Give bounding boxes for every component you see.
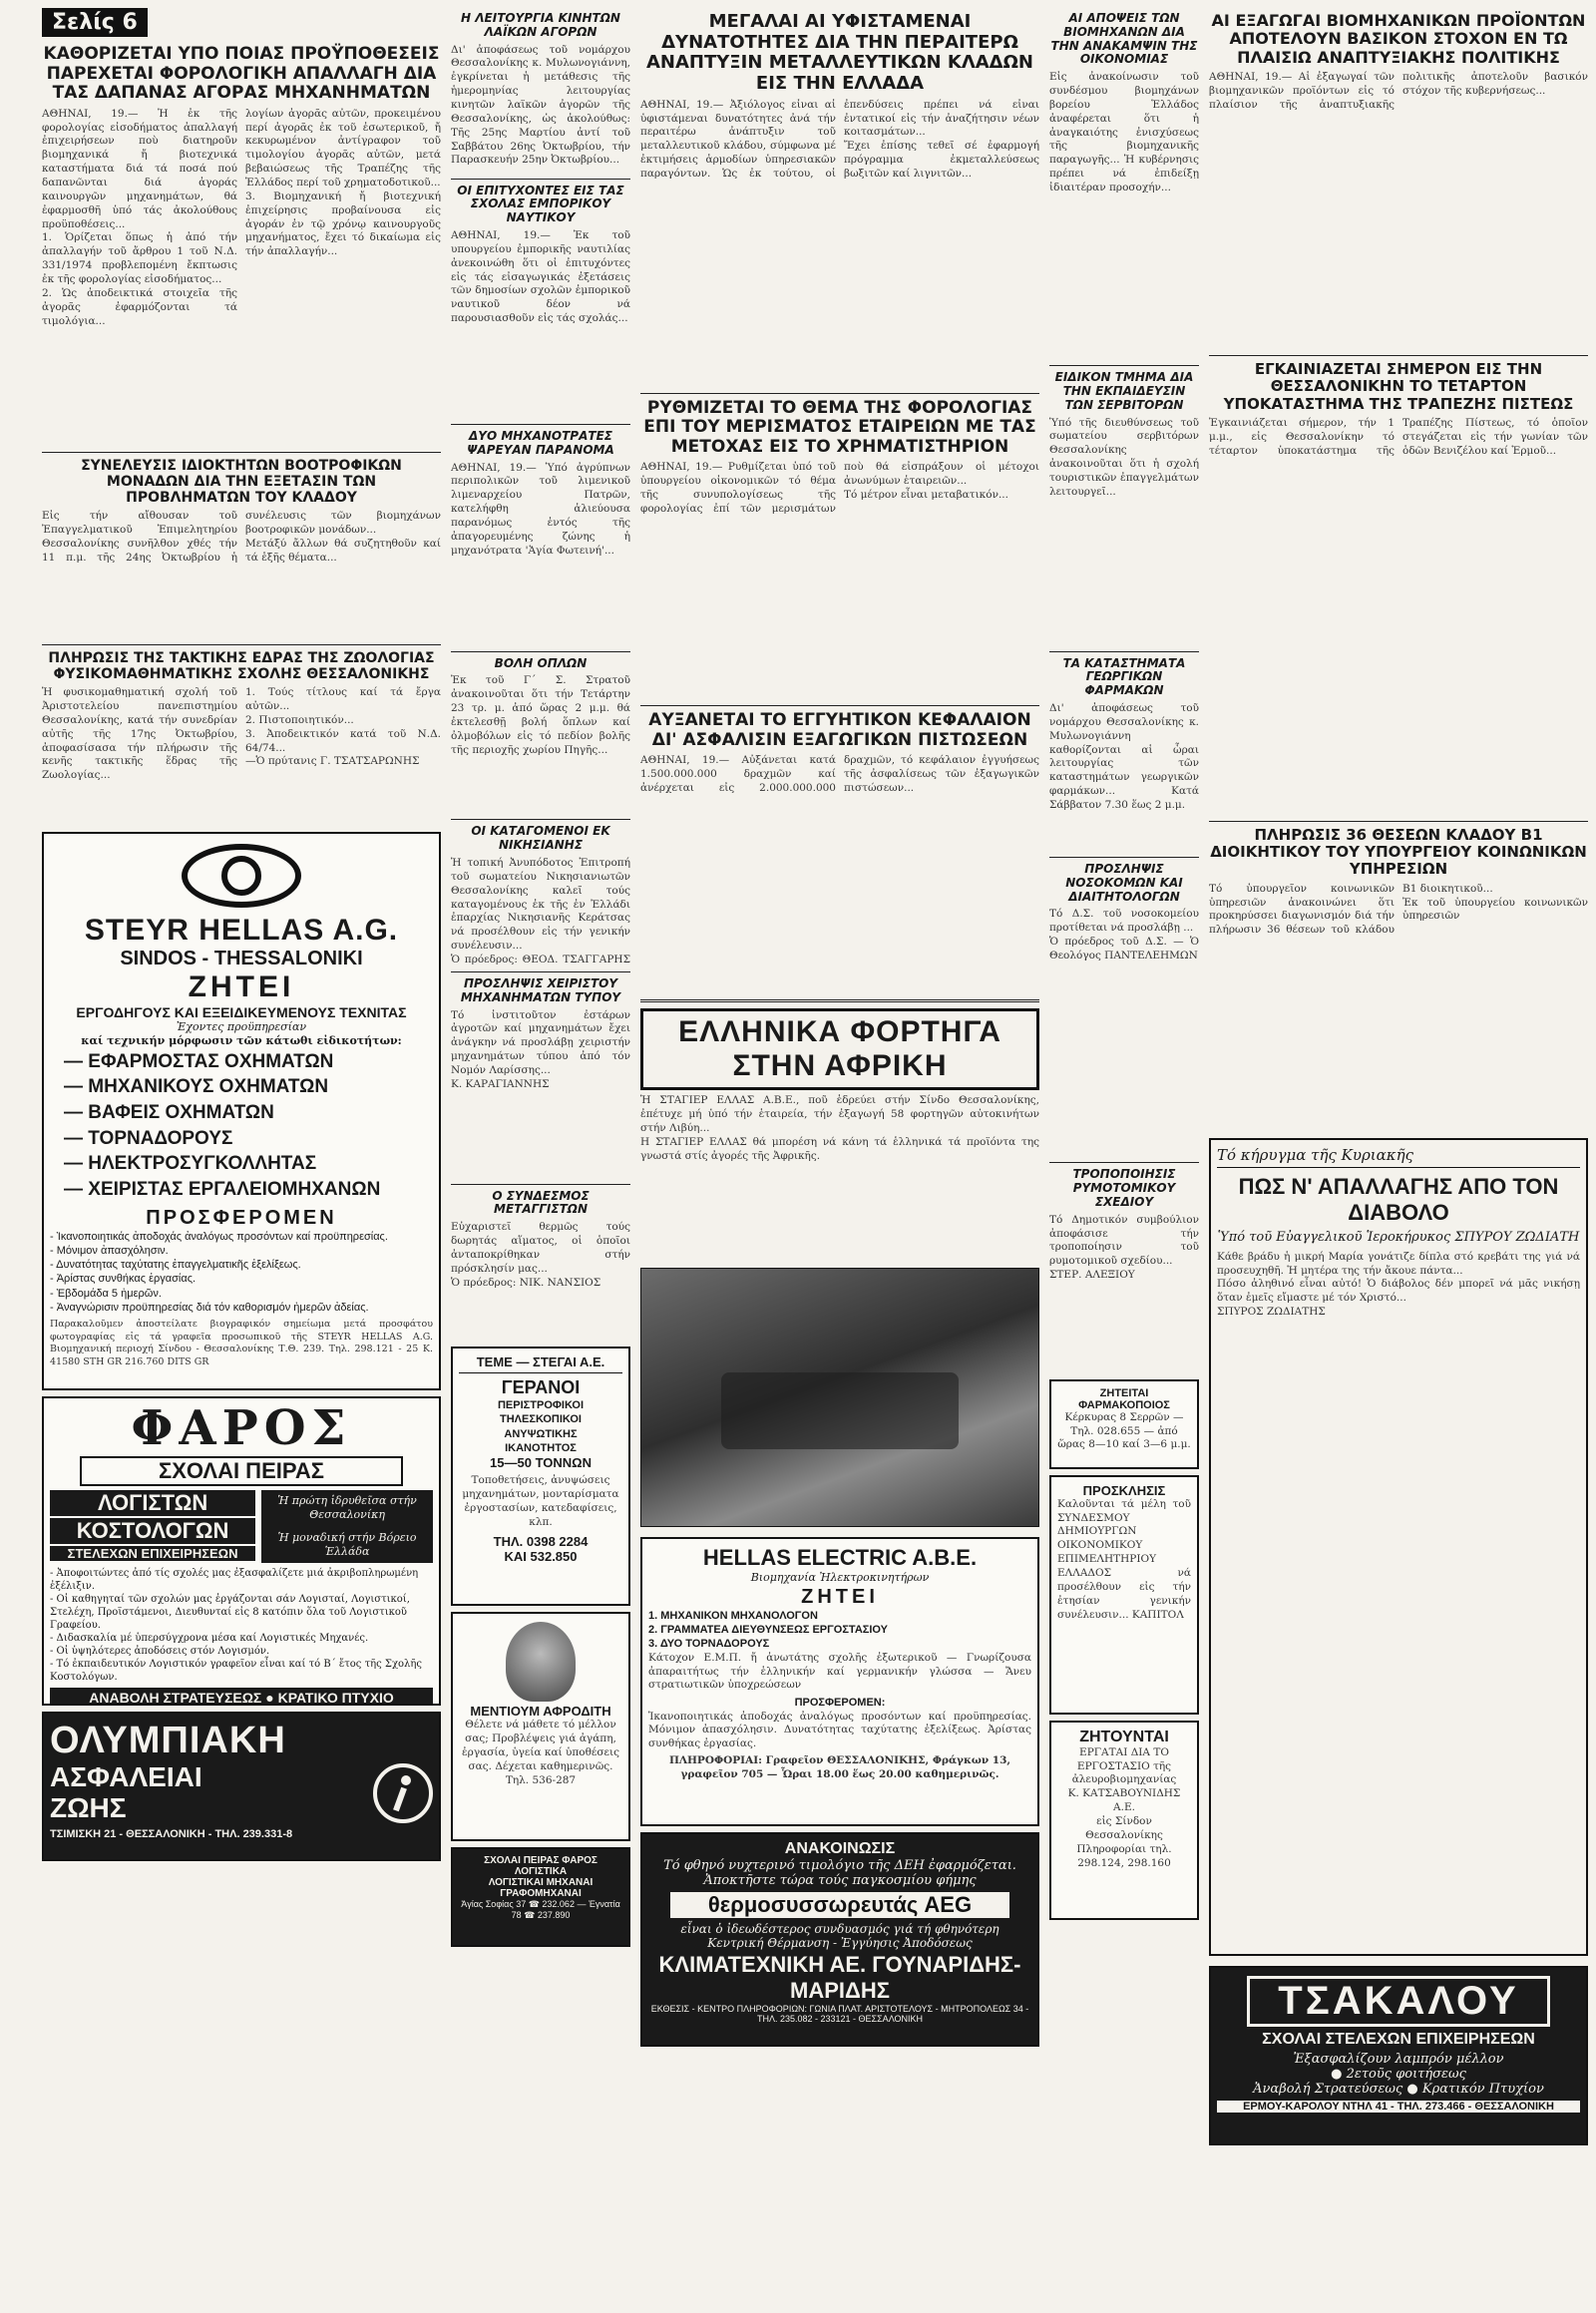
ad-teme-cranes	[451, 1347, 630, 1606]
article-nurses: Τό Δ.Σ. τοῦ νοσοκομείου προτίθεται νά προσλάβῃ ... Ὁ πρόεδρος τοῦ Δ.Σ. — Ὁ Θεολόγος ΠΑΝΤΕΛΕΗΜΩΝ	[1049, 908, 1199, 962]
ad-olympiaki-insurance	[42, 1712, 441, 1861]
teme-phone: ΤΗΛ. 0398 2284	[493, 1533, 589, 1549]
prosklisis-title: ΠΡΟΣΚΛΗΣΙΣ	[1082, 1482, 1166, 1498]
aphrodite-portrait	[506, 1622, 576, 1702]
headline-nikisiani: ΟΙ ΚΑΤΑΓΟΜΕΝΟΙ ΕΚ ΝΙΚΗΣΙΑΝΗΣ	[471, 824, 610, 853]
tsakalou-sub: ΣΧΟΛΑΙ ΣΤΕΛΕΧΩΝ ΕΠΙΧΕΙΡΗΣΕΩΝ	[1262, 2030, 1535, 2048]
hellas-electric-offers: Ἱκανοποιητικάς ἀποδοχάς ἀναλόγως προσόντων καί προϋπηρεσίας. Μόνιμον ἀπασχόλησιν. Δυνατότητας ταχύτατης ἐξελίξεως. Ἀρίστας συνθήκας ἐργασίας.	[648, 1710, 1035, 1750]
steyr-role: — ΗΛΕΚΤΡΟΣΥΓΚΟΛΛΗΤΑΣ	[64, 1153, 317, 1175]
aphrodite-title: ΜΕΝΤΙΟΥΜ ΑΦΡΟΔΙΤΗ	[470, 1704, 611, 1720]
faros-bullet: - Διδασκαλία μέ ὑπερσύγχρονα μέσα καί Λογιστικές Μηχανές.	[50, 1633, 369, 1645]
article-operator-hiring: Τό ἰνστιτοῦτον ἐστάρων ἀγροτῶν καί μηχανημάτων ἔχει ἀνάγκην νά προσλάβῃ χειριστήν μηχανημάτων τύπου ἀπό τόν Νομόν Λαρίσσης... Κ. ΚΑΡΑΓΙΑΝΝΗΣ	[451, 1008, 630, 1090]
sermon-kicker: Τό κήρυγμα τῆς Κυριακῆς	[1217, 1146, 1580, 1168]
steyr-req1: Ἐχοντες προϋπηρεσίαν	[176, 1020, 307, 1034]
ad-tsakalou	[1209, 1966, 1588, 2145]
pharm-title: ΖΗΤΕΙΤΑΙ ΦΑΡΜΑΚΟΠΟΙΟΣ	[1078, 1386, 1170, 1411]
faros-small-line: ΓΡΑΦΟΜΗΧΑΝΑΙ	[500, 1888, 582, 1900]
ad-prosklisis	[1049, 1475, 1199, 1715]
article-trucks-africa: Ἡ ΣΤΑΓΙΕΡ ΕΛΛΑΣ Α.Β.Ε., ποῦ ἑδρεύει στήν Σίνδο Θεσσαλονίκης, ἐπέτυχε μή ὑπό τήν ἑταιρεία, τήν ἐξαγωγή 58 φορτηγῶν αὐτοκινήτων στήν Λιβύη... Η ΣΤΑΓΙΕΡ ΕΛΛΑΣ θά μπορέση νά κάνη τά ἑλληνικά τά προϊόντα της γνωστά στίς ἀγορές τῆς Ἀφρικῆς.	[640, 1094, 1039, 1162]
faros-bullet: - Οἱ καθηγηταί τῶν σχολών μας ἐργάζονται σάν Λογισταί, Λογιστικοί, Στελέχη, Προϊστάμενοι, Διευθυνταί εἰς 8 κατόπιν ὅλα τοῦ Λογιστικοῦ Γραφείου.	[50, 1594, 410, 1632]
steyr-req2: καί τεχνικήν μόρφωσιν τῶν κάτωθι εἰδικοτήτων:	[81, 1034, 402, 1048]
headline-zoning: ΤΡΟΠΟΠΟΙΗΣΙΣ ΡΥΜΟΤΟΜΙΚΟΥ ΣΧΕΔΙΟΥ	[1072, 1167, 1176, 1209]
article-firing-range: Ἐκ τοῦ Γ΄ Σ. Στρατοῦ ἀνακοινοῦται ὅτι τήν Τετάρτην 23 τρ. μ. ἀπό ὥρας 2 μ.μ. θά ἐκτελεσθῇ βολή ὅπλων καί ὀλμοβόλων εἰς τό πεδίον βολῆς τῆς περιοχῆς χωρίου Πηγῆς...	[451, 674, 630, 756]
olympiaki-sub2: ΖΩΗΣ	[50, 1791, 127, 1823]
sermon-body: Κάθε βράδυ ἡ μικρή Μαρία γονάτιζε δίπλα στό κρεβάτι της γιά νά προσευχηθῆ. Ἡ μητέρα της τήν ἄκουε πάντα... Πόσο ἀληθινό εἶναι αὐτό! Ὁ διάβολος δέν μπορεῖ νά μᾶς νικήσῃ ὅταν ἐμεῖς εἴμαστε μέ τόν Χριστό... ΣΠΥΡΟΣ ΖΩΔΙΑΤΗΣ	[1217, 1250, 1580, 1319]
aeg-line: Τό φθηνό νυχτερινό τιμολόγιο τῆς ΔΕΗ ἐφαρμόζεται.	[663, 1858, 1016, 1874]
faros-courses	[50, 1490, 255, 1563]
steyr-offer: - Ἱκανοποιητικάς ἀποδοχάς ἀναλόγως προσόντων καί προϋπηρεσίας.	[50, 1230, 388, 1243]
steyr-offer: - Ἑβδομάδα 5 ἡμερῶν.	[50, 1287, 162, 1300]
ad-aeg-klimatechniki	[640, 1832, 1039, 2047]
teme-phone: ΚΑΙ 532.850	[504, 1548, 578, 1564]
article-exports: ΑΘΗΝΑΙ, 19.— Αἱ ἐξαγωγαί τῶν βιομηχανικῶν προϊόντων εἰς τό πλαίσιον τῆς ἀναπτυξιακῆς πολιτικῆς ἀποτελοῦν βασικόν στόχον τῆς κυβερνήσεως...	[1209, 71, 1588, 111]
ad-workers-wanted	[1049, 1721, 1199, 1920]
faros-bullet: - Οἱ ὑψηλότερες ἀποδόσεις στόν Λογισμόν.	[50, 1646, 270, 1658]
headline-mining: ΜΕΓΑΛΑΙ ΑΙ ΥΦΙΣΤΑΜΕΝΑΙ ΔΥΝΑΤΟΤΗΤΕΣ ΔΙΑ ΤΗΝ ΠΕΡΑΙΤΕΡΩ ΑΝΑΠΤΥΞΙΝ ΜΕΤΑΛΛΕΥΤΙΚΩΝ ΚΛΑΔΩΝ ΕΙΣ ΤΗΝ ΕΛΛΑΔΑ	[646, 11, 1033, 95]
faros-bullet: - Τό ἐκπαιδευτικόν Λογιστικόν γραφεῖον εἶναι καί τό Β΄ ἔτος τῆς Σχολῆς Κοστολόγων.	[50, 1659, 422, 1684]
tsakalou-line: Ἀναβολή Στρατεύσεως ● Κρατικόν Πτυχίον	[1253, 2081, 1544, 2097]
aeg-line: εἶναι ὁ ἰδεωδέστερος συνδυασμός γιά τή φθηνότερη	[680, 1922, 999, 1937]
headline-export-credit: ΑΥΞΑΝΕΤΑΙ ΤΟ ΕΓΓΥΗΤΙΚΟΝ ΚΕΦΑΛΑΙΟΝ ΔΙ' ΑΣΦΑΛΙΣΙΝ ΕΞΑΓΩΓΙΚΩΝ ΠΙΣΤΩΣΕΩΝ	[648, 710, 1031, 750]
ad-faros-small	[451, 1847, 630, 1947]
page-masthead: Σελίς 6	[42, 8, 148, 37]
steyr-location: SINDOS - THESSALONIKI	[120, 948, 363, 970]
faros-claims	[261, 1490, 433, 1563]
teme-line: ΠΕΡΙΣΤΡΟΦΙΚΟΙ	[497, 1399, 585, 1412]
aeg-line: Κεντρική Θέρμανση - Ἐγγύησις Ἀποδόσεως	[707, 1936, 973, 1951]
article-industrialists: Εἰς ἀνακοίνωσιν τοῦ συνδέσμου βιομηχάνων βορείου Ἑλλάδος ἀναφέρεται ὅτι ἡ ἀναγκαιότης ἐνισχύσεως τῆς βιομηχανικῆς παραγωγῆς... Ἡ κυβέρνησις πρέπει νά ἐπιδείξῃ ἰδιαιτέραν προσοχήν...	[1049, 71, 1199, 194]
headline-illegal-fishing: ΔΥΟ ΜΗΧΑΝΟΤΡΑΤΕΣ ΨΑΡΕΥΑΝ ΠΑΡΑΝΟΜΑ	[467, 428, 614, 457]
faros-claim: Ἡ μοναδική στήν Βόρειο Ἑλλάδα	[277, 1530, 417, 1558]
hellas-electric-sub: Βιομηχανία Ἠλεκτροκινητήρων	[750, 1571, 930, 1585]
faros-course: ΣΤΕΛΕΧΩΝ ΕΠΙΧΕΙΡΗΣΕΩΝ	[50, 1546, 255, 1561]
teme-line: 15—50 ΤΟΝΝΩΝ	[490, 1455, 592, 1471]
teme-title: ΤΕΜΕ — ΣΤΕΓΑΙ Α.Ε.	[459, 1354, 622, 1373]
zitountai-body: ΕΡΓΑΤΑΙ ΔΙΑ ΤΟ ΕΡΓΟΣΤΑΣΙΟ τῆς ἀλευροβιομηχανίας Κ. ΚΑΤΣΑΒΟΥΝΙΔΗΣ Α.Ε. εἰς Σίνδον Θεσσαλονίκης Πληροφορίαι τηλ. 298.124, 298.160	[1067, 1745, 1181, 1869]
steyr-company-name: STEYR HELLAS A.G.	[84, 914, 399, 948]
article-tax-exemption-b: λογίων ἀγορᾶς αὐτῶν, προκειμένου περί ἀγορᾶς ἐκ τοῦ ἐσωτερικοῦ, ἤ κεκυρωμένον ἀντίγραφον τοῦ τιμολογίου ἀγορᾶς αὐτῶν, μετά βεβαιώσεως τῆς Τραπέζης τῆς Ἑλλάδος περί τοῦ χρηματοδοτικοῦ... 3. Βιομηχανική ἤ βιοτεχνική ἐπιχείρησις προβαίνουσα εἰς ἀγοράν ἐν τῷ χρόνῳ καινουργοῦς μηχανήματος, ἔχει τό δικαίωμα εἰς τήν ἀπαλλαγήν...	[245, 107, 441, 258]
faros-name: ΦΑΡΟΣ	[131, 1400, 352, 1457]
article-livestock-meeting: Εἰς τήν αἴθουσαν τοῦ Ἐπαγγελματικοῦ Ἐπιμελητηρίου Θεσσαλονίκης συνῆλθον χθές τήν 11 π.μ. τῆς 24ης Ὀκτωβρίου ἡ συνέλευσις τῶν βιομηχάνων βοοτροφικῶν μονάδων... Μετάξύ ἄλλων θά συζητηθοῦν καί τά ἑξῆς θέματα...	[42, 509, 441, 564]
headline-nurses: ΠΡΟΣΛΗΨΙΣ ΝΟΣΟΚΟΜΩΝ ΚΑΙ ΔΙΑΙΤΗΤΟΛΟΓΩΝ	[1065, 861, 1183, 904]
prosklisis-body: Καλοῦνται τά μέλη τοῦ ΣΥΝΔΕΣΜΟΥ ΔΗΜΙΟΥΡΓΩΝ ΟΙΚΟΝΟΜΙΚΟΥ ΕΠΙΜΕΛΗΤΗΡΙΟΥ ΕΛΛΑΔΟΣ νά προσέλθουν εἰς τήν ἐτησίαν γενικήν συνέλευσιν... ΚΑΠΙΤΟΛ	[1057, 1497, 1195, 1621]
steyr-offer: - Ἀρίστας συνθήκας ἐργασίας.	[50, 1273, 197, 1286]
headline-dividend-tax: ΡΥΘΜΙΖΕΤΑΙ ΤΟ ΘΕΜΑ ΤΗΣ ΦΟΡΟΛΟΓΙΑΣ ΕΠΙ ΤΟΥ ΜΕΡΙΣΜΑΤΟΣ ΕΤΑΙΡΕΙΩΝ ΜΕ ΤΑΣ ΜΕΤΟΧΑΣ ΕΙΣ ΤΟ ΧΡΗΜΑΤΙΣΤΗΡΙΟΝ	[643, 397, 1036, 457]
sermon-box	[1209, 1138, 1588, 1956]
steyr-role: — ΤΟΡΝΑΔΟΡΟΥΣ	[64, 1127, 233, 1149]
faros-course: ΛΟΓΙΣΤΩΝ	[50, 1490, 255, 1516]
steyr-role: — ΕΦΑΡΜΟΣΤΑΣ ΟΧΗΜΑΤΩΝ	[64, 1050, 334, 1072]
faros-claim: Ἡ πρώτη ἱδρυθεῖσα στήν Θεσσαλονίκη	[277, 1494, 417, 1522]
aphrodite-body: Θέλετε νά μάθετε τό μέλλον σας; Προβλέψεις γιά ἀγάπη, ἐργασία, ὑγεία καί ὑποθέσεις σας. Δέχεται καθημερινῶς. Τηλ. 536-287	[462, 1719, 619, 1786]
faros-sub: ΣΧΟΛΑΙ ΠΕΙΡΑΣ	[80, 1456, 403, 1486]
headline-agro-pharmacies: ΤΑ ΚΑΤΑΣΤΗΜΑΤΑ ΓΕΩΡΓΙΚΩΝ ΦΑΡΜΑΚΩΝ	[1062, 655, 1186, 698]
faros-small-address: Ἁγίας Σοφίας 37 ☎ 232.062 — Ἐγνατία 78 ☎ 237.890	[461, 1899, 620, 1921]
faros-bar-right: ΚΡΑΤΙΚΟ ΠΤΥΧΙΟ	[277, 1690, 394, 1707]
faros-bar: ΑΝΑΒΟΛΗ ΣΤΡΑΤΕΥΣΕΩΣ ● ΚΡΑΤΙΚΟ ΠΤΥΧΙΟ	[50, 1688, 433, 1706]
column-1	[42, 8, 441, 2302]
steyr-footer: Παρακαλοῦμεν ἀποστείλατε βιογραφικόν σημείωμα μετά προσφάτου φωτογραφίας εἰς τά γραφεῖα προσωπικοῦ τῆς STEYR HELLAS A.G. Βιομηχανική περιοχή Σίνδου - Θεσσαλονίκης Τ.Θ. 239. Τηλ. 298.121 - 25 Κ. 41580 STH GR 216.760 DITS GR	[50, 1319, 437, 1367]
article-dividend-tax: ΑΘΗΝΑΙ, 19.— Ρυθμίζεται ὑπό τοῦ ὑπουργείου οἰκονομικῶν τό θέμα τῆς συνυπολογίσεως τῆς φορολογίας ἐπί τῶν μερισμάτων ποὺ θά εἰσπράξουν οἱ μέτοχοι ἀνωνύμων ἑταιρειῶν... Τό μέτρον εἶναι μεταβατικόν...	[640, 461, 1039, 515]
hellas-electric-notes: Κάτοχον Ε.Μ.Π. ἤ ἀνωτάτης σχολῆς ἐξωτερικοῦ — Γνωρίζουσα ἀπαραιτήτως τήν ἑλληνικήν καί γερμανικήν γλώσσα — Ἄνευ στρατιωτικῶν ὑποχρεώσεων	[648, 1651, 1035, 1692]
article-tax-exemption-a: ΑΘΗΝΑΙ, 19.— Ἡ ἐκ τῆς φορολογίας εἰσοδήματος ἀπαλλαγή ἐπιχειρήσεων ποὺ διατηροῦν βιομηχανικά ἤ βιοτεχνικά καταστήματα διά τά ποσά πού δαπανῶνται διά ἀγοράς καινουργῶν μηχανημάτων, θά ἐφαρμοσθῆ ὑπό τάς ἀκολούθους προϋποθέσεις... 1. Ὁρίζεται ὅπως ἡ ἀπό τήν ἀπαλλαγήν τοῦ ἄρθρου 1 τοῦ Ν.Δ. 331/1974 προβλεπομένη ἔκπτωσις ἐκ τῆς φορολογίας εἰσοδήματος... 2. Ὡς ἀποδεικτικά στοιχεῖα τῆς ἀγορᾶς ἐφαρμόζονται τά τιμολόγια...	[42, 107, 237, 327]
olympiaki-name: ΟΛΥΜΠΙΑΚΗ	[50, 1720, 286, 1762]
tsakalou-name: ΤΣΑΚΑΛΟΥ	[1247, 1976, 1550, 2027]
column-5	[1209, 8, 1588, 2302]
steyr-role: — ΧΕΙΡΙΣΤΑΣ ΕΡΓΑΛΕΙΟΜΗΧΑΝΩΝ	[64, 1178, 381, 1200]
article-zoning: Τό Δημοτικόν συμβούλιον ἀποφάσισε τήν τροποποίησιν τοῦ ρυμοτομικοῦ σχεδίου... ΣΤΕΡ. ΑΛΕΞΙΟΥ	[1049, 1213, 1199, 1282]
hellas-electric-item: 2. ΓΡΑΜΜΑΤΕΑ ΔΙΕΥΘΥΝΣΕΩΣ ΕΡΓΟΣΤΑΣΙΟΥ	[648, 1624, 889, 1637]
article-merchant-marine: ΑΘΗΝΑΙ, 19.— Ἐκ τοῦ υπουργείου ἐμπορικῆς ναυτιλίας ἀνεκοινώθη ὅτι οἱ ἐπιτυχόντες εἰς τάς εἰσαγωγικάς ἐξετάσεις τῶν δημοσίων σχολῶν ἐμπορικοῦ ναυτικοῦ δέον νά παρουσιασθοῦν εἰς τάς σχολάς...	[451, 228, 630, 325]
steyr-offer: - Ἀναγνώρισιν προϋπηρεσίας διά τόν καθορισμόν ἡμερῶν ἀδείας.	[50, 1302, 369, 1315]
steyr-offer-title: ΠΡΟΣΦΕΡΟΜΕΝ	[146, 1206, 337, 1229]
steyr-offer: - Μόνιμον ἀπασχόλησιν.	[50, 1244, 169, 1257]
faros-course: ΚΟΣΤΟΛΟΓΩΝ	[50, 1518, 255, 1544]
headline-waiters: ΕΙΔΙΚΟΝ ΤΜΗΜΑ ΔΙΑ ΤΗΝ ΕΚΠΑΙΔΕΥΣΙΝ ΤΩΝ ΣΕΡΒΙΤΟΡΩΝ	[1054, 370, 1194, 412]
column-2	[451, 8, 630, 2302]
headline-transfusion: Ο ΣΥΝΔΕΣΜΟΣ ΜΕΤΑΓΓΙΣΤΩΝ	[492, 1188, 590, 1217]
column-4	[1049, 8, 1199, 2302]
ad-hellas-electric	[640, 1537, 1039, 1826]
article-36-posts: Τό ὑπουργεῖον κοινωνικῶν ὑπηρεσιῶν ἀνακοινώνει ὅτι προκηρύσσει διαγωνισμόν διά τήν πλήρωσιν 36 θέσεων τοῦ κλάδου Β1 διοικητικοῦ... Ἐκ τοῦ ὑπουργείου κοινωνικῶν ὑπηρεσιῶν	[1209, 882, 1588, 937]
headline-firing-range: ΒΟΛΗ ΟΠΛΩΝ	[494, 655, 588, 670]
teme-line: ΑΝΥΨΩΤΙΚΗΣ	[504, 1427, 578, 1440]
hellas-electric-title: HELLAS ELECTRIC A.B.E.	[702, 1545, 978, 1571]
headline-zoology-chair: ΠΛΗΡΩΣΙΣ ΤΗΣ ΤΑΚΤΙΚΗΣ ΕΔΡΑΣ ΤΗΣ ΖΩΟΛΟΓΙΑΣ ΦΥΣΙΚΟΜΑΘΗΜΑΤΙΚΗΣ ΣΧΟΛΗΣ ΘΕΣΣΑΛΟΝΙΚΗΣ	[48, 649, 435, 683]
olympiaki-address: ΤΣΙΜΙΣΚΗ 21 - ΘΕΣΣΑΛΟΝΙΚΗ - ΤΗΛ. 239.331-8	[50, 1827, 293, 1840]
hellas-electric-item: 1. ΜΗΧΑΝΙΚΟΝ ΜΗΧΑΝΟΛΟΓΟΝ	[648, 1609, 818, 1622]
aeg-line: Ἀποκτῆστε τώρα τούς παγκοσμίου φήμης	[703, 1873, 977, 1889]
article-mining: ΑΘΗΝΑΙ, 19.— Ἀξιόλογος εἶναι αἱ ὑφιστάμεναι δυνατότητες ἀνά τήν περαιτέρω ἀνάπτυξιν τοῦ μεταλλευτικοῦ κλάδου, σύμφωνα μέ ἐκτιμήσεις ἁρμοδίων ὑπηρεσιακῶν παραγόντων. Ὡς ἐκ τούτου, οἱ ἐπενδύσεις πρέπει νά εἶναι ἐντατικοί εἰς τήν ἀναζήτησιν νέων κοιτασμάτων... Ἔχει ἐπίσης τεθεῖ σέ ἐφαρμογή πρόγραμμα ἐκμεταλλεύσεως βωξιτῶν καί λιγνιτῶν...	[640, 98, 1039, 181]
article-illegal-fishing: ΑΘΗΝΑΙ, 19.— Ὑπό ἀγρύπνων περιπολικῶν τοῦ λιμενικοῦ λιμεναρχείου Πατρῶν, κατελήφθη ἁλιεύουσα παρανόμως ἐντός τῆς ἀπαγορευμένης ζώνης ἡ μηχανότρατα 'Ἁγία Φωτεινή'...	[451, 461, 630, 557]
teme-body: Τοποθετήσεις, ἀνυψώσεις μηχανημάτων, μονταρίσματα ἐργοστασίων, κατεδαφίσεις, κλπ.	[462, 1474, 622, 1528]
faros-small-line: ΛΟΓΙΣΤΙΚΑΙ ΜΗΧΑΝΑΙ	[488, 1877, 594, 1889]
faros-bullet: - Ἀποφοιτώντες ἀπό τίς σχολές μας ἐξασφαλίζετε μιά ἀκριβοπληρωμένη ἐξέλιξιν.	[50, 1568, 419, 1593]
pharm-body: Κέρκυρας 8 Σερρῶν — Τηλ. 028.655 — ἀπό ὥρας 8—10 καί 3—6 μ.μ.	[1057, 1410, 1191, 1451]
ad-medium-aphrodite	[451, 1612, 630, 1841]
headline-merchant-marine: ΟΙ ΕΠΙΤΥΧΟΝΤΕΣ ΕΙΣ ΤΑΣ ΣΧΟΛΑΣ ΕΜΠΟΡΙΚΟΥ ΝΑΥΤΙΚΟΥ	[457, 183, 624, 225]
headline-bank-branch: ΕΓΚΑΙΝΙΑΖΕΤΑΙ ΣΗΜΕΡΟΝ ΕΙΣ ΤΗΝ ΘΕΣΣΑΛΟΝΙΚΗΝ ΤΟ ΤΕΤΑΡΤΟΝ ΥΠΟΚΑΤΑΣΤΗΜΑ ΤΗΣ ΤΡΑΠΕΖΗΣ ΠΙΣΤΕΩΣ	[1223, 360, 1574, 413]
article-agro-pharmacies: Δι' ἀποφάσεως τοῦ νομάρχου Θεσσαλονίκης κ. Μυλωνογιάννη καθορίζονται αἱ ὧραι λειτουργίας τῶν καταστημάτων γεωργικῶν φαρμάκων... Κατά Σάββατον 7.30 ἕως 2 μ.μ.	[1049, 701, 1199, 811]
steyr-logo	[182, 844, 301, 908]
headline-36-posts: ΠΛΗΡΩΣΙΣ 36 ΘΕΣΕΩΝ ΚΛΑΔΟΥ Β1 ΔΙΟΙΚΗΤΙΚΟΥ ΤΟΥ ΥΠΟΥΡΓΕΙΟΥ ΚΟΙΝΩΝΙΚΩΝ ΥΠΗΡΕΣΙΩΝ	[1210, 825, 1587, 879]
aeg-address: ΕΚΘΕΣΙΣ - ΚΕΝΤΡΟ ΠΛΗΡΟΦΟΡΙΩΝ: ΓΩΝΙΑ ΠΛΑΤ. ΑΡΙΣΤΟΤΕΛΟΥΣ - ΜΗΤΡΟΠΟΛΕΩΣ 34 - ΤΗΛ. 235.082 - 233121 - ΘΕΣΣΑΛΟΝΙΚΗ	[650, 2004, 1029, 2025]
article-street-markets: Δι' ἀποφάσεως τοῦ νομάρχου Θεσσαλονίκης κ. Μυλωνογιάννη, ἐγκρίνεται ἡ μετάθεσις τῆς ἡμερομηνίας λειτουργίας κινητῶν λαϊκῶν ἀγορῶν τῆς Θεσσαλονίκης, ὡς ἀκολούθως: Τῆς 25ης Μαρτίου ἀντί τοῦ Σαββάτου 26ης Ὀκτωβρίου, τήν Παρασκευήν 25ην Ὀκτωβρίου...	[451, 43, 630, 167]
tsakalou-address: ΕΡΜΟΥ-ΚΑΡΟΛΟΥ ΝΤΗΛ 41 - ΤΗΛ. 273.466 - ΘΕΣΣΑΛΟΝΙΚΗ	[1217, 2101, 1580, 2113]
hellas-electric-item: 3. ΔΥΟ ΤΟΡΝΑΔΟΡΟΥΣ	[648, 1638, 770, 1651]
sermon-byline: Ὑπό τοῦ Εὐαγγελικοῦ Ἱεροκήρυκος ΣΠΥΡΟΥ ΖΩΔΙΑΤΗ	[1217, 1229, 1580, 1245]
headline-exports: ΑΙ ΕΞΑΓΩΓΑΙ ΒΙΟΜΗΧΑΝΙΚΩΝ ΠΡΟΪΟΝΤΩΝ ΑΠΟΤΕΛΟΥΝ ΒΑΣΙΚΟΝ ΣΤΟΧΟΝ ΕΝ ΤΩ ΠΛΑΙΣΙΩ ΑΝΑΠΤΥΞΙΑΚΗΣ ΠΟΛΙΤΙΚΗΣ	[1211, 11, 1586, 67]
steyr-role: — ΜΗΧΑΝΙΚΟΥΣ ΟΧΗΜΑΤΩΝ	[64, 1076, 329, 1098]
steyr-role: — ΒΑΦΕΙΣ ΟΧΗΜΑΤΩΝ	[64, 1101, 274, 1123]
sermon-headline: ΠΩΣ Ν' ΑΠΑΛΛΑΓΗΣ ΑΠΟ ΤΟΝ ΔΙΑΒΟΛΟ	[1238, 1173, 1559, 1225]
steyr-sub: ΕΡΓΟΔΗΓΟΥΣ ΚΑΙ ΕΞΕΙΔΙΚΕΥΜΕΝΟΥΣ ΤΕΧΝΙΤΑΣ	[76, 1004, 407, 1021]
teme-line: ΓΕΡΑΝΟΙ	[501, 1377, 581, 1398]
headline-tax-exemption: ΚΑΘΟΡΙΖΕΤΑΙ ΥΠΟ ΠΟΙΑΣ ΠΡΟΫΠΟΘΕΣΕΙΣ ΠΑΡΕΧΕΤΑΙ ΦΟΡΟΛΟΓΙΚΗ ΑΠΑΛΛΑΓΗ ΔΙΑ ΤΑΣ ΔΑΠΑΝΑΣ ΑΓΟΡΑΣ ΜΗΧΑΝΗΜΑΤΩΝ	[43, 44, 440, 104]
tsakalou-line: ● 2ετοῦς φοιτήσεως	[1331, 2066, 1466, 2082]
article-export-credit: ΑΘΗΝΑΙ, 19.— Αὐξάνεται κατά 1.500.000.000 δραχμῶν καί ἀνέρχεται εἰς 2.000.000.000 δραχμῶν, τό κεφάλαιον ἐγγυήσεως τῆς ἀσφαλίσεως τῶν ἐξαγωγικῶν πιστώσεων...	[640, 754, 1039, 795]
headline-operator-hiring: ΠΡΟΣΛΗΨΙΣ ΧΕΙΡΙΣΤΟΥ ΜΗΧΑΝΗΜΑΤΩΝ ΤΥΠΟΥ	[460, 975, 621, 1004]
article-nikisiani: Ἡ τοπική Ἀνυπόδοτος Ἐπιτροπή τοῦ σωματείου Νικησιανιωτῶν Θεσσαλονίκης καλεῖ τούς καταγομένους ἐκ τῆς ἐν Ἐλλάδι ἐπαρχίας Νικησιανῆς Κεράτσας νά προσέλθουν εἰς τήν γενικήν συνέλευσιν... Ὁ πρόεδρος: ΘΕΟΔ. ΤΣΑΓΓΑΡΗΣ	[451, 856, 630, 965]
headline-trucks-africa: ΕΛΛΗΝΙΚΑ ΦΟΡΤΗΓΑ ΣΤΗΝ ΑΦΡΙΚΗ	[640, 1008, 1039, 1090]
article-waiters: Ὑπό τῆς διευθύνσεως τοῦ σωματείου σερβιτόρων Θεσσαλονίκης ἀνακοινοῦται ὅτι ἡ σχολή τουριστικῶν ἐπαγγελμάτων λειτουργεῖ...	[1049, 416, 1199, 498]
steyr-seeks: ΖΗΤΕΙ	[188, 970, 295, 1004]
faros-small-name: ΣΧΟΛΑΙ ΠΕΙΡΑΣ ΦΑΡΟΣ	[484, 1855, 598, 1867]
article-zoology-chair: Ἡ φυσικομαθηματική σχολή τοῦ Ἀριστοτελείου πανεπιστημίου Θεσσαλονίκης, κατά τήν συνεδρίαν αὐτῆς τῆς 17ης Ὀκτωβρίου, ἀποφασίσασα τήν πλήρωσιν τῆς κενῆς τακτικῆς ἕδρας τῆς Ζωολογίας... 1. Τούς τίτλους καί τά ἔργα αὐτῶν... 2. Πιστοποιητικόν... 3. Ἀποδεικτικόν κατά τοῦ Ν.Δ. 64/74... —Ὁ πρύτανις Γ. ΤΣΑΤΣΑΡΩΝΗΣ	[42, 686, 441, 782]
aeg-company: ΚΛΙΜΑΤΕΧΝΙΚΗ ΑΕ. ΓΟΥΝΑΡΙΔΗΣ-ΜΑΡΙΔΗΣ	[658, 1952, 1021, 2004]
ad-faros-schools	[42, 1396, 441, 1706]
hellas-electric-offer-title: ΠΡΟΣΦΕΡΟΜΕΝ:	[794, 1697, 886, 1710]
zitountai-title: ΖΗΤΟΥΝΤΑΙ	[1079, 1728, 1169, 1745]
hellas-electric-info: ΠΛΗΡΟΦΟΡΙΑΙ: Γραφεῖον ΘΕΣΣΑΛΟΝΙΚΗΣ, Φράγκων 13, γραφεῖον 705 — Ὧραι 18.00 ἕως 20.00 καθημερινῶς.	[668, 1754, 1014, 1780]
ad-pharmacist-wanted	[1049, 1379, 1199, 1469]
faros-small-line: ΛΟΓΙΣΤΙΚΑ	[514, 1866, 568, 1878]
headline-street-markets: Η ΛΕΙΤΟΥΡΓΙΑ ΚΙΝΗΤΩΝ ΛΑΪΚΩΝ ΑΓΟΡΩΝ	[461, 11, 620, 39]
teme-line: ΤΗΛΕΣΚΟΠΙΚΟΙ	[500, 1413, 582, 1426]
faros-bar-left: ΑΝΑΒΟΛΗ ΣΤΡΑΤΕΥΣΕΩΣ	[89, 1690, 262, 1707]
ad-steyr-hellas	[42, 832, 441, 1390]
tsakalou-line: Ἐξασφαλίζουν λαμπρόν μέλλον	[1293, 2051, 1504, 2067]
headline-industrialists: ΑΙ ΑΠΟΨΕΙΣ ΤΩΝ ΒΙΟΜΗΧΑΝΩΝ ΔΙΑ ΤΗΝ ΑΝΑΚΑΜΨΙΝ ΤΗΣ ΟΙΚΟΝΟΜΙΑΣ	[1050, 11, 1198, 67]
hellas-electric-seeks: ΖΗΤΕΙ	[801, 1585, 879, 1608]
olympiaki-runner-icon	[373, 1763, 433, 1823]
article-bank-branch: Ἐγκαινιάζεται σήμερον, τήν 1 μ.μ., εἰς Θεσσαλονίκην τό τέταρτον ὑποκατάστημα τῆς Τραπέζης Πίστεως, τό ὁποῖον στεγάζεται εἰς τήν γωνίαν τῶν ὁδῶν Βενιζέλου καί Ἑρμοῦ...	[1209, 416, 1588, 457]
olympiaki-sub1: ΑΣΦΑΛΕΙΑΙ	[50, 1761, 202, 1793]
aeg-title: ΑΝΑΚΟΙΝΩΣΙΣ	[784, 1840, 896, 1858]
photo-trucks	[640, 1268, 1039, 1527]
teme-line: ΙΚΑΝΟΤΗΤΟΣ	[505, 1442, 577, 1455]
article-transfusion: Εὐχαριστεῖ θερμῶς τούς δωρητάς αἵματος, οἱ ὁποῖοι ἀνταποκρίθηκαν στήν πρόσκλησίν μας... Ὁ πρόεδρος: ΝΙΚ. ΝΑΝΣΙΟΣ	[451, 1221, 630, 1289]
steyr-offer: - Δυνατότητας ταχύτατης ἐπαγγελματικῆς ἐξελίξεως.	[50, 1259, 301, 1272]
column-3	[640, 8, 1039, 2302]
headline-livestock-meeting: ΣΥΝΕΛΕΥΣΙΣ ΙΔΙΟΚΤΗΤΩΝ ΒΟΟΤΡΟΦΙΚΩΝ ΜΟΝΑΔΩΝ ΔΙΑ ΤΗΝ ΕΞΕΤΑΣΙΝ ΤΩΝ ΠΡΟΒΛΗΜΑΤΩΝ ΤΟΥ ΚΛΑΔΟΥ	[81, 457, 402, 506]
aeg-product: θερμοσυσσωρευτάς AEG	[670, 1892, 1009, 1918]
steyr-roles	[50, 1049, 433, 1203]
